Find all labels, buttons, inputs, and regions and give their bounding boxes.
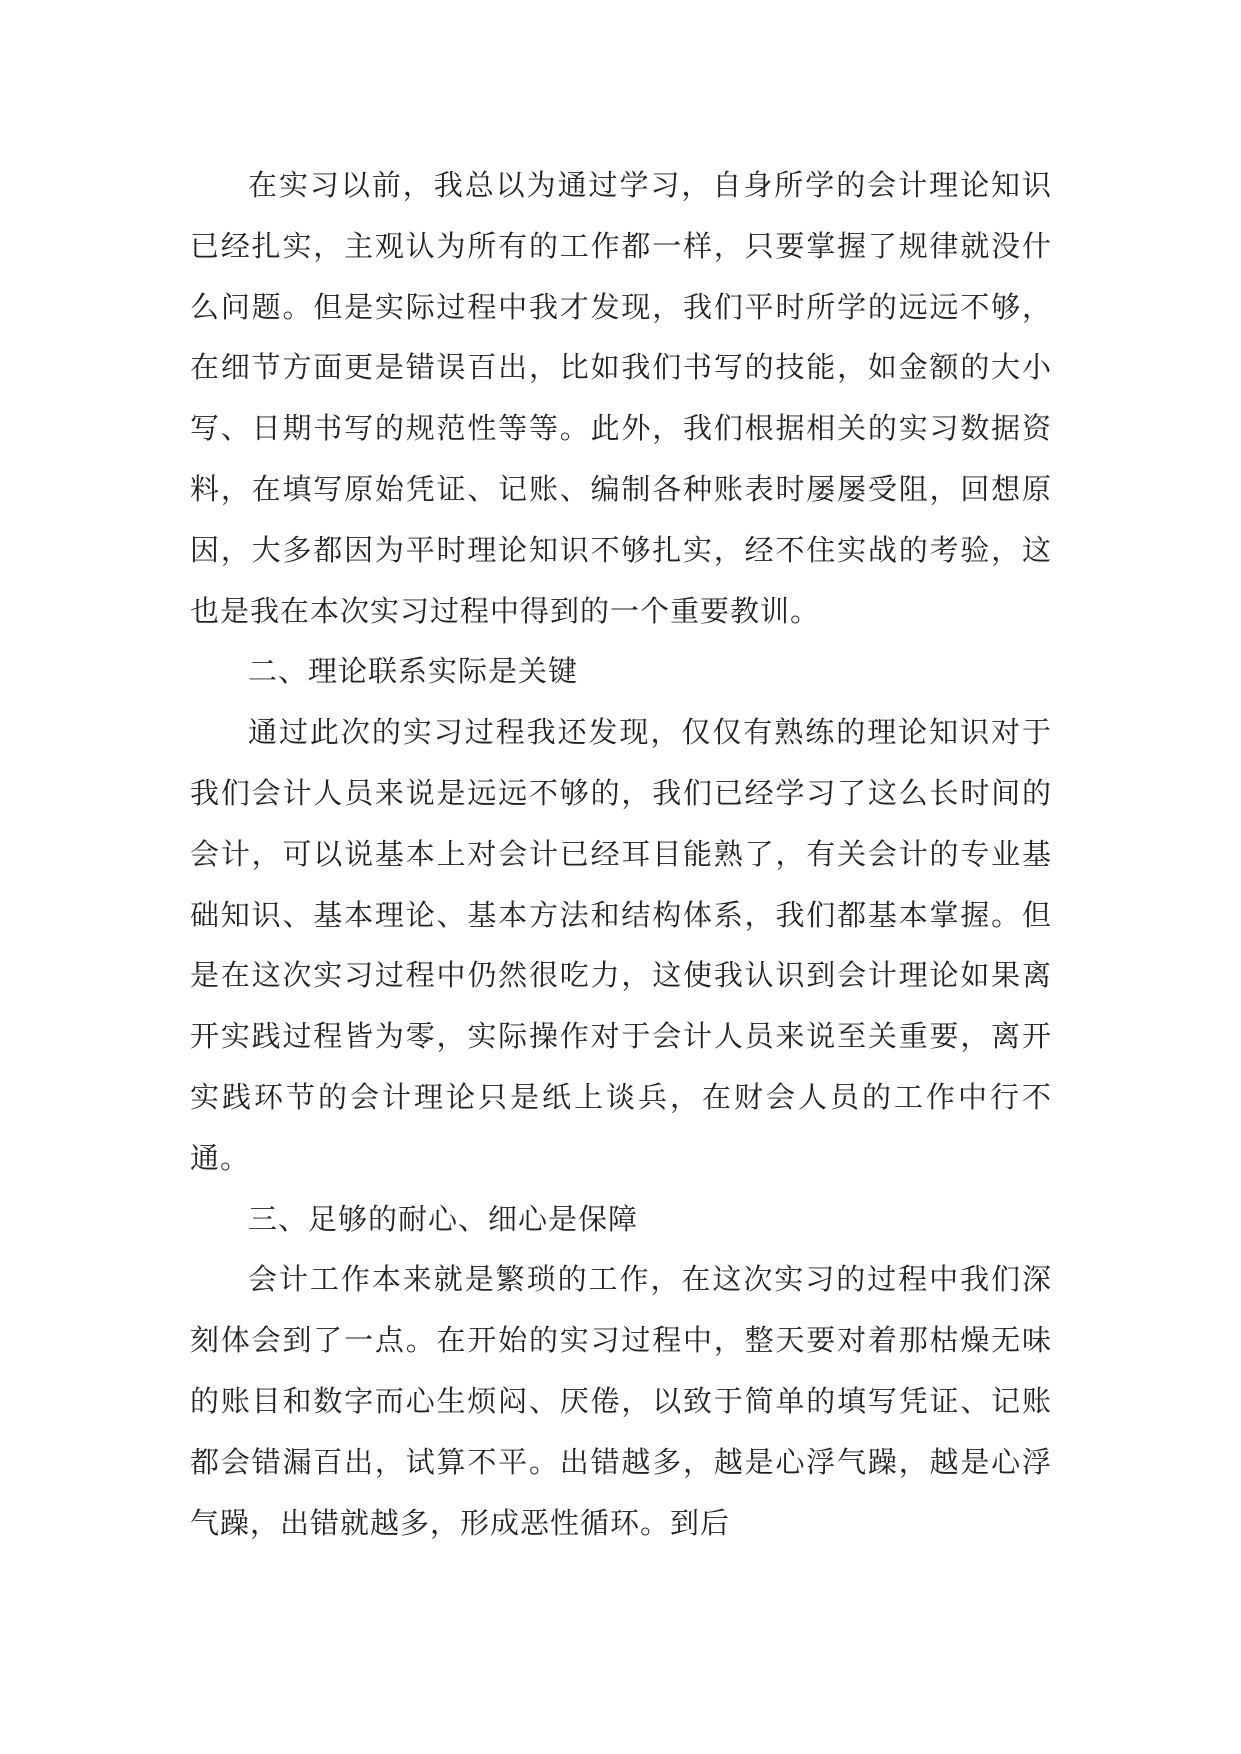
paragraph-theory-practice: 通过此次的实习过程我还发现，仅仅有熟练的理论知识对于我们会计人员来说是远远不够的，我们已经学习了这么长时间的会计，可以说基本上对会计已经耳目能熟了，有关会计的专业基础知识、基本理论、基本方法和结构体系，我们都基本掌握。但是在这次实习过程中仍然很吃力，这使我认识到会计理论如果离开实践过程皆为零，实际操作对于会计人员来说至关重要，离开实践环节的会计理论只是纸上谈兵，在财会人员的工作中行不通。 bbox=[190, 715, 1052, 1175]
section-heading-theory-practice: 二、理论联系实际是关键 bbox=[248, 654, 579, 689]
paragraph-internship-reflection: 在实习以前，我总以为通过学习，自身所学的会计理论知识已经扎实，主观认为所有的工作都一样，只要掌握了规律就没什么问题。但是实际过程中我才发现，我们平时所学的远远不够，在细节方面更是错误百出，比如我们书写的技能，如金额的大小写、日期书写的规范性等等。此外，我们根据相关的实习数据资料，在填写原始凭证、记账、编制各种账表时屡屡受阻，回想原因，大多都因为平时理论知识不够扎实，经不住实战的考验，这也是我在本次实习过程中得到的一个重要教训。 bbox=[190, 168, 1052, 628]
section-heading-patience-care: 三、足够的耐心、细心是保障 bbox=[248, 1201, 639, 1236]
document-body bbox=[190, 155, 1052, 1553]
paragraph-patience-care: 会计工作本来就是繁琐的工作，在这次实习的过程中我们深刻体会到了一点。在开始的实习过程中，整天要对着那枯燥无味的账目和数字而心生烦闷、厌倦，以致于简单的填写凭证、记账都会错漏百出，试算不平。出错越多，越是心浮气躁，越是心浮气躁，出错就越多，形成恶性循环。到后 bbox=[190, 1262, 1052, 1540]
